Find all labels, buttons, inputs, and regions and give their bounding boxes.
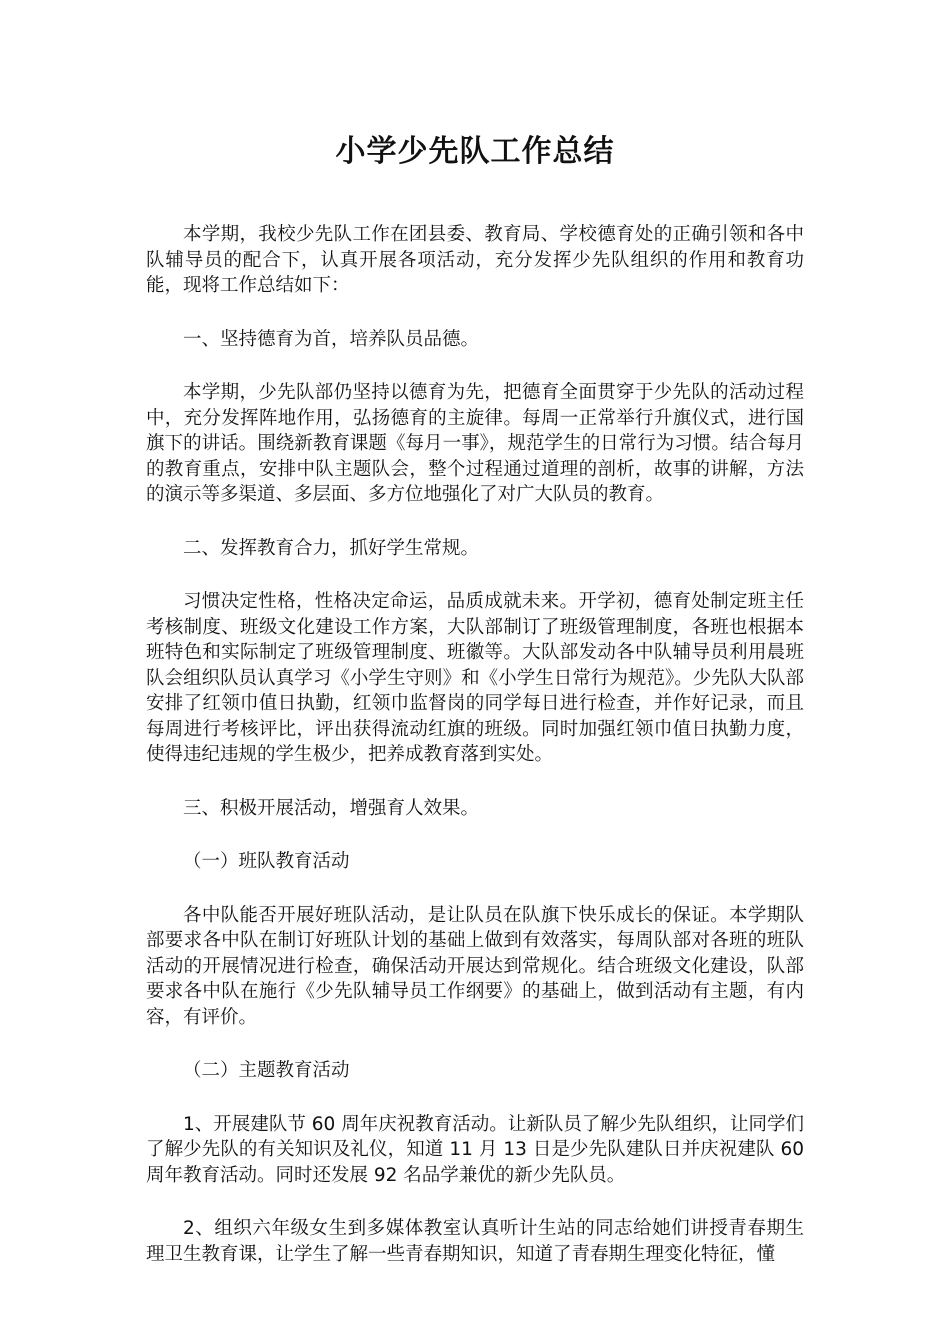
section-3-heading: 三、积极开展活动，增强育人效果。 (183, 797, 480, 819)
subsection-1-heading: （一）班队教育活动 (183, 851, 350, 872)
section-2-heading: 二、发挥教育合力，抓好学生常规。 (183, 537, 480, 559)
list-item-2: 2、组织六年级女生到多媒体教室认真听计生站的同志给她们讲授青春期生理卫生教育课，让学生了解一些青春期知识，知道了青春期生理变化特征，懂 (146, 1218, 804, 1265)
section-1-body: 本学期，少先队部仍坚持以德育为先，把德育全面贯穿于少先队的活动过程中，充分发挥阵地作用，弘扬德育的主旋律。每周一正常举行升旗仪式，进行国旗下的讲话。围绕新教育课题《每月一事》，规范学生的日常行为习惯。结合每月的教育重点，安排中队主题队会，整个过程通过道理的剖析，故事的讲解，方法的演示等多渠道、多层面、多方位地强化了对广大队员的教育。 (146, 382, 804, 505)
subsection-1-body: 各中队能否开展好班队活动，是让队员在队旗下快乐成长的保证。本学期队部要求各中队在制订好班队计划的基础上做到有效落实，每周队部对各班的班队活动的开展情况进行检查，确保活动开展达到常规化。结合班级文化建设，队部要求各中队在施行《少先队辅导员工作纲要》的基础上，做到活动有主题，有内容，有评价。 (146, 904, 804, 1028)
section-2-body: 习惯决定性格，性格决定命运，品质成就未来。开学初，德育处制定班主任考核制度、班级文化建设工作方案，大队部制订了班级管理制度，各班也根据本班特色和实际制定了班级管理制度、班徽等。大队部发动各中队辅导员利用晨班队会组织队员认真学习《小学生守则》和《小学生日常行为规范》。少先队大队部安排了红领巾值日执勤，红领巾监督岗的同学每日进行检查，并作好记录，而且每周进行考核评比，评出获得流动红旗的班级。同时加强红领巾值日执勤力度，使得违纪违规的学生极少，把养成教育落到实处。 (146, 591, 804, 765)
document-title: 小学少先队工作总结 (335, 134, 615, 169)
section-1-heading: 一、坚持德育为首，培养队员品德。 (183, 328, 480, 350)
subsection-2-heading: （二）主题教育活动 (183, 1060, 350, 1081)
list-item-1: 1、开展建队节 60 周年庆祝教育活动。让新队员了解少先队组织，让同学们了解少先队的有关知识及礼仪，知道 11 月 13 日是少先队建队日并庆祝建队 60 周年教育活动。同时还发展 92 名品学兼优的新少先队员。 (146, 1113, 804, 1186)
intro-paragraph: 本学期，我校少先队工作在团县委、教育局、学校德育处的正确引领和各中队辅导员的配合下，认真开展各项活动，充分发挥少先队组织的作用和教育功能，现将工作总结如下： (146, 224, 804, 296)
